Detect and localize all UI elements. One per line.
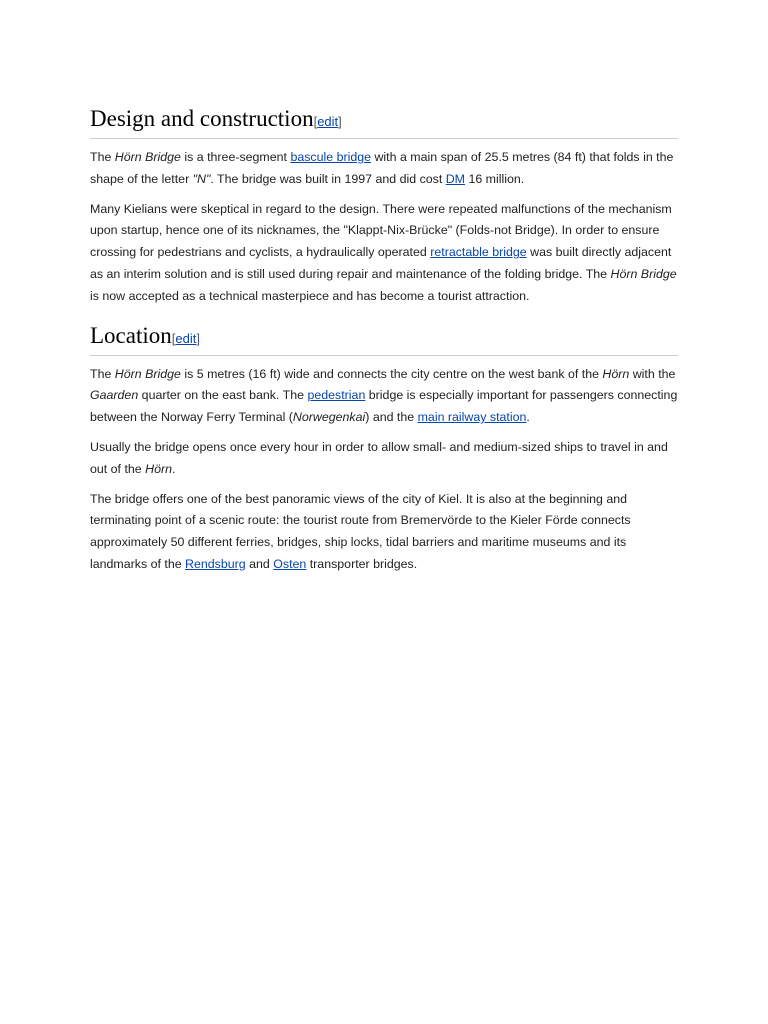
edit-section-design: [edit] — [313, 114, 342, 129]
paragraph-location-2: Usually the bridge opens once every hour in order to allow small- and medium-sized ships to travel in and out of the Hörn. — [90, 439, 668, 476]
section-heading-design — [90, 105, 678, 139]
section-heading-location — [90, 322, 678, 356]
section-title-design: Design and construction — [90, 106, 314, 131]
paragraph-design-2: Many Kielians were skeptical in regard to the design. There were repeated malfunctions of the mechanism upon startup, hence one of its nicknames, the "Klappt-Nix-Brücke" (Folds-not Bridge). In order to ensure crossing for pedestrians and cyclists, a hydraulically operated retractable bridge was built directly adjacent as an interim solution and is still used during repair and maintenance of the folding bridge. The Hörn Bridge is now accepted as a technical masterpiece and has become a tourist attraction. — [90, 201, 677, 303]
link-bascule-bridge[interactable]: bascule bridge — [290, 150, 372, 164]
edit-section-location: [edit] — [171, 330, 200, 346]
paragraph-design-1: The Hörn Bridge is a three-segment bascule bridge with a main span of 25.5 metres (84 ft) that folds in the shape of the letter "N". The bridge was built in 1997 and did cost DM 16 million. — [90, 150, 674, 186]
edit-link-location[interactable]: edit — [175, 330, 197, 346]
link-rendsburg[interactable]: Rendsburg — [185, 556, 246, 571]
link-main-railway-station[interactable]: main railway station — [417, 410, 527, 425]
link-pedestrian[interactable]: pedestrian — [307, 388, 366, 403]
link-dm[interactable]: DM — [445, 171, 466, 186]
link-osten[interactable]: Osten — [273, 556, 307, 571]
article-content — [90, 105, 678, 584]
paragraph-location-1: The Hörn Bridge is 5 metres (16 ft) wide and connects the city centre on the west bank of the Hörn with the Gaarden quarter on the east bank. The pedestrian bridge is especially important for passengers connecting between the Norway Ferry Terminal (Norwegenkai) and the main railway station. — [90, 366, 678, 425]
edit-link-design[interactable]: edit — [317, 114, 339, 129]
section-title-location: Location — [90, 322, 172, 348]
link-retractable-bridge[interactable]: retractable bridge — [430, 245, 527, 260]
paragraph-location-3: The bridge offers one of the best panoramic views of the city of Kiel. It is also at the beginning and terminating point of a scenic route: the tourist route from Bremervörde to the Kieler Förde connects approximately 50 different ferries, bridges, ship locks, tidal barriers and maritime museums and its landmarks of the Rendsburg and Osten transporter bridges. — [90, 491, 631, 571]
